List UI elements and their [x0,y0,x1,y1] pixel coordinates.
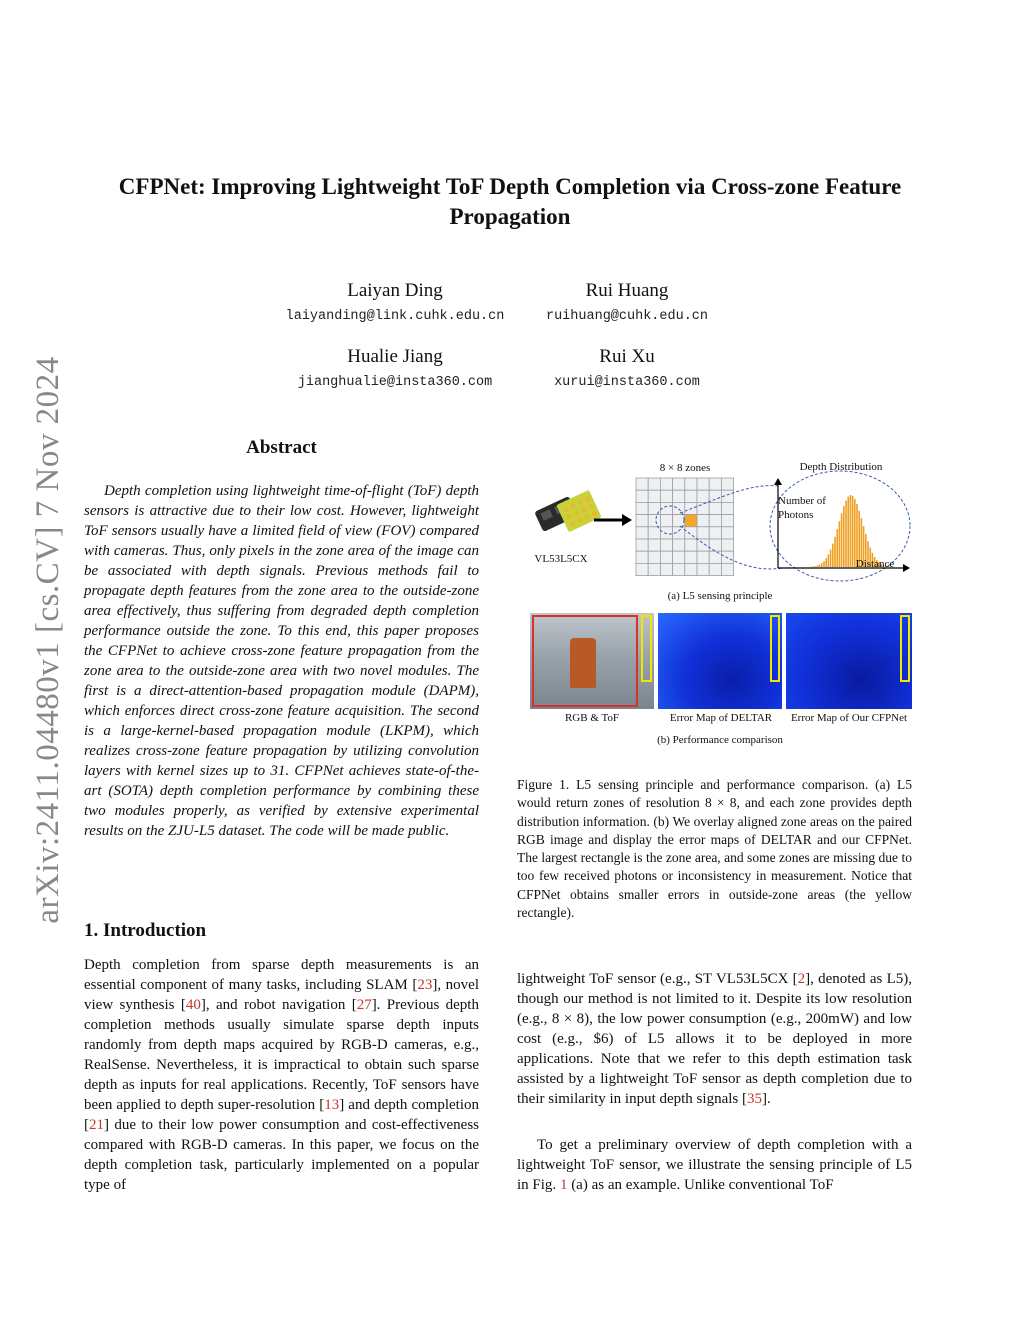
zone-cell [685,490,697,502]
arxiv-sidebar-id: arXiv:2411.04480v1 [cs.CV] 7 Nov 2024 [30,356,66,924]
zone-cell [636,563,648,575]
histogram-bar [821,563,823,567]
zone-cell [660,478,672,490]
zone-cell [660,515,672,527]
zone-cell [673,551,685,563]
outside-zone-yellow-box [900,615,910,682]
zone-cell [648,515,660,527]
zone-cell [697,551,709,563]
intro-paragraph-3: To get a preliminary overview of depth completion with a lightweight ToF sensor, we illustrate the sensing principle of L5 in Fig. 1 (a) as an example. Unlike conventional ToF [517,1137,912,1193]
zone-cell [636,502,648,514]
zone-cell [697,539,709,551]
histogram-bar [854,499,856,567]
zone-cell [673,539,685,551]
histogram-bar [852,496,854,567]
panel-label-rgb-tof: RGB & ToF [564,712,620,724]
zone-cell [685,539,697,551]
author-name-2: Rui Huang [585,280,669,301]
cfpnet-error-map [786,613,912,709]
zone-cell [673,490,685,502]
citation-link[interactable]: 2 [797,971,806,987]
zone-cell [636,539,648,551]
rgb-tof-image [530,613,654,709]
histogram-bar [841,513,843,567]
intro-heading: 1. Introduction [84,920,207,941]
histogram-bar [819,565,821,567]
outside-zone-yellow-box [770,615,780,682]
histogram-bar [832,544,834,567]
photons-label-line1: Number of [778,495,826,507]
zone-cell [709,515,721,527]
zone-cell [685,527,697,539]
zone-cell [721,539,733,551]
zone-cell [660,551,672,563]
histogram-bar [843,506,845,567]
zone-cell [660,563,672,575]
zone-cell [697,527,709,539]
figure-1-caption: Figure 1. L5 sensing principle and performance comparison. (a) L5 would return zones of resolution 8 × 8, and each zone provides depth distribution information. (b) We overlay aligned zone areas on the paired RGB image and display the error maps of DELTAR and our CFPNet. The largest rectangle is the zone area, and some zones are missing due to too few received photons or inconsistency in measurement. Notice that CFPNet obtains smaller errors in outside-zone areas (the yellow rectangle). [517,777,912,921]
zone-cell [660,490,672,502]
zone-cell [636,515,648,527]
author-email-4: xurui@insta360.com [554,375,700,390]
zone-cell [673,502,685,514]
zone-cell [673,478,685,490]
histogram-bar [839,521,841,567]
author-name-3: Hualie Jiang [347,346,443,367]
sensor-chip-illustration [534,490,601,532]
zone-cell [648,527,660,539]
zone-cell [636,527,648,539]
zone-cell [709,563,721,575]
zones-label: 8 × 8 zones [659,462,711,474]
citation-link[interactable]: 40 [185,997,201,1013]
histogram-bar [825,558,827,567]
zone-cell [709,551,721,563]
zone-cell [648,490,660,502]
depth-distribution-label: Depth Distribution [799,461,883,473]
outside-zone-yellow-box [641,615,652,682]
citation-link[interactable]: 35 [746,1091,762,1107]
zone-cell [721,478,733,490]
zone-cell [660,527,672,539]
histogram-bar [836,529,838,567]
chair-shape [570,638,596,688]
zone-cell [660,539,672,551]
citation-link[interactable]: 27 [356,997,372,1013]
deltar-error-map [658,613,782,709]
subfigure-a-label: (a) L5 sensing principle [667,590,773,602]
zone-cell [648,563,660,575]
figure-link[interactable]: 1 [559,1177,568,1193]
histogram-bar [845,501,847,567]
zone-cell [685,515,697,527]
zone-cell [636,490,648,502]
zone-cell [697,563,709,575]
histogram-bar [847,497,849,567]
author-email-3: jianghualie@insta360.com [297,375,493,390]
zone-cell [697,490,709,502]
panel-label-deltar: Error Map of DELTAR [669,712,773,724]
zone-cell [721,563,733,575]
sensor-label: VL53L5CX [534,553,588,565]
zone-cell [721,515,733,527]
zone-cell [709,490,721,502]
zone-cell [636,551,648,563]
histogram-bar [830,550,832,567]
zone-cell [697,515,709,527]
zone-cell [709,539,721,551]
zone-cell [673,563,685,575]
author-email-1: laiyanding@link.cuhk.edu.cn [285,309,505,324]
intro-paragraph-1: Depth completion from sparse depth measurements is an essential component of many tasks, including SLAM [23], novel view synthesis [40], and robot navigation [27]. Previous depth completion methods usually simulate sparse depth inputs randomly from depth maps acquired by RGB-D cameras, e.g., RealSense. Nevertheless, it is impractical to obtain such sparse depth as inputs for real applications. Recently, ToF sensors have been applied to depth super-resolution [13] and depth completion [21] due to their low power consumption and cost-effectiveness compared with RGB-D cameras. In this paper, we focus on the depth completion task, particularly implemented on a popular type of [84,957,480,1193]
zone-cell [648,478,660,490]
histogram-bar [834,537,836,567]
author-name-1: Laiyan Ding [347,280,443,301]
histogram-bar [828,554,830,567]
zone-cell [709,502,721,514]
citation-link[interactable]: 23 [417,977,433,993]
zone-cell [636,478,648,490]
zone-cell [709,527,721,539]
histogram-bar [812,566,814,567]
author-name-4: Rui Xu [599,346,655,367]
zone-cell [721,502,733,514]
photons-label-line2: Photons [778,509,814,521]
zone-cell [648,551,660,563]
intro-paragraph-2: lightweight ToF sensor (e.g., ST VL53L5CX [2], denoted as L5), though our method is not limited to it. Despite its low resolution (e.g., 8 × 8), the low power consumption (e.g., 200mW) and low cost (e.g., $6) of L5 allows it to be deployed in more applications. Note that we refer to this depth estimation task assisted by a lightweight ToF sensor as depth completion due to their similarity in input depth signals [35]. [517,971,912,1107]
zone-cell [685,478,697,490]
zone-cell [648,539,660,551]
zone-cell [721,527,733,539]
zone-cell [685,551,697,563]
panel-label-cfpnet: Error Map of Our CFPNet [790,712,908,724]
histogram-bar [850,495,852,567]
abstract-text: Depth completion using lightweight time-of-flight (ToF) depth sensors is attractive due to their low cost. However, lightweight ToF sensors usually have a limited field of view (FOV) compared with cameras. Thus, only pixels in the zone area of the image can be associated with depth signals. Previous methods fail to propagate depth features from the zone area to the outside-zone area effectively, thus suffering from degraded depth completion performance outside the zone. To this end, this paper proposes the CFPNet to achieve cross-zone feature propagation from the zone area to the outside-zone area with two novel modules. The first is a direct-attention-based propagation module (DAPM), which enforces direct cross-zone feature acquisition. The second is a large-kernel-based propagation module (LKPM), which realizes cross-zone feature propagation by utilizing convolution layers with kernel sizes up to 31. CFPNet achieves state-of-the-art (SOTA) depth completion performance by combining these two modules properly, as verified by extensive experimental results on the ZJU-L5 dataset. The code will be made public. [84,483,479,839]
author-email-2: ruihuang@cuhk.edu.cn [545,309,709,324]
citation-link[interactable]: 13 [324,1097,340,1113]
histogram-bar [823,561,825,567]
histogram-bar [817,566,819,567]
citation-link[interactable]: 21 [89,1117,104,1133]
distance-label: Distance [855,558,895,570]
figure-1 [520,458,920,758]
zone-grid-8x8 [636,478,734,576]
zone-cell [685,563,697,575]
zone-cell [709,478,721,490]
histogram-bar [814,566,816,567]
paper-title: CFPNet: Improving Lightweight ToF Depth Completion via Cross-zone Feature Propagation [118,174,902,229]
abstract-heading: Abstract [246,437,317,458]
subfigure-b-label: (b) Performance comparison [657,734,783,746]
zone-cell [697,502,709,514]
zone-cell [697,478,709,490]
